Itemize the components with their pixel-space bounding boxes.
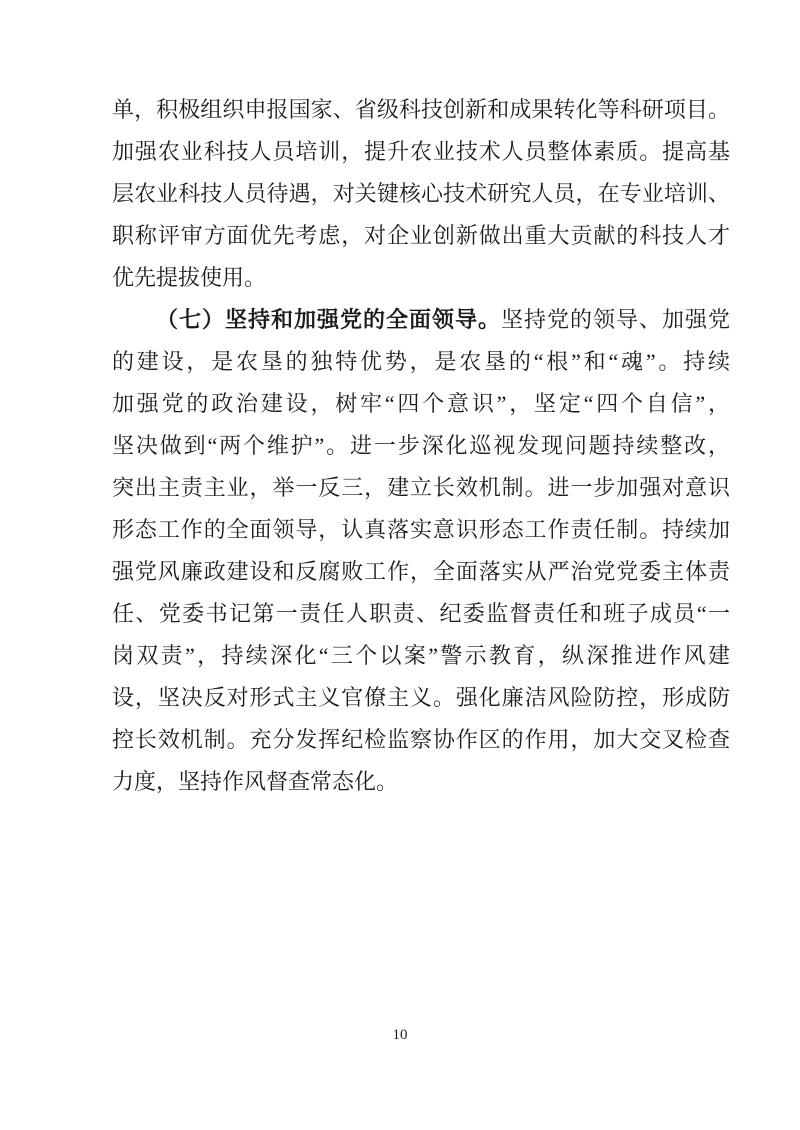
text-line: 控长效机制。充分发挥纪检监察协作区的作用，加大交叉检查 bbox=[112, 727, 730, 752]
text-line: 突出主责主业，举一反三，建立长效机制。进一步加强对意识 bbox=[112, 475, 730, 500]
section-heading: （七）坚持和加强党的全面领导。 bbox=[156, 307, 501, 332]
document-body bbox=[112, 89, 730, 803]
section-heading-line bbox=[112, 299, 730, 341]
text-line: 层农业科技人员待遇，对关键核心技术研究人员，在专业培训、 bbox=[112, 181, 730, 206]
text-line: 强党风廉政建设和反腐败工作，全面落实从严治党党委主体责 bbox=[112, 559, 730, 584]
text-line: 职称评审方面优先考虑，对企业创新做出重大贡献的科技人才 bbox=[112, 223, 730, 248]
page-number: 10 bbox=[392, 1027, 408, 1043]
text-line: 力度，坚持作风督查常态化。 bbox=[112, 769, 399, 794]
text-line: 岗双责”，持续深化“三个以案”警示教育，纵深推进作风建 bbox=[112, 643, 730, 668]
text-line: 单，积极组织申报国家、省级科技创新和成果转化等科研项目。 bbox=[112, 97, 730, 122]
text-line: 设，坚决反对形式主义官僚主义。强化廉洁风险防控，形成防 bbox=[112, 685, 730, 710]
text-line: 优先提拔使用。 bbox=[112, 265, 267, 290]
text-line: 加强党的政治建设，树牢“四个意识”，坚定“四个自信”， bbox=[112, 391, 730, 416]
text-line: 坚决做到“两个维护”。进一步深化巡视发现问题持续整改， bbox=[112, 433, 730, 458]
text-line: 任、党委书记第一责任人职责、纪委监督责任和班子成员“一 bbox=[112, 601, 730, 626]
text-line: 加强农业科技人员培训，提升农业技术人员整体素质。提高基 bbox=[112, 139, 730, 164]
section-heading-rest: 坚持党的领导、加强党 bbox=[500, 307, 730, 332]
text-line: 的建设，是农垦的独特优势，是农垦的“根”和“魂”。持续 bbox=[112, 349, 730, 374]
text-line: 形态工作的全面领导，认真落实意识形态工作责任制。持续加 bbox=[112, 517, 730, 542]
